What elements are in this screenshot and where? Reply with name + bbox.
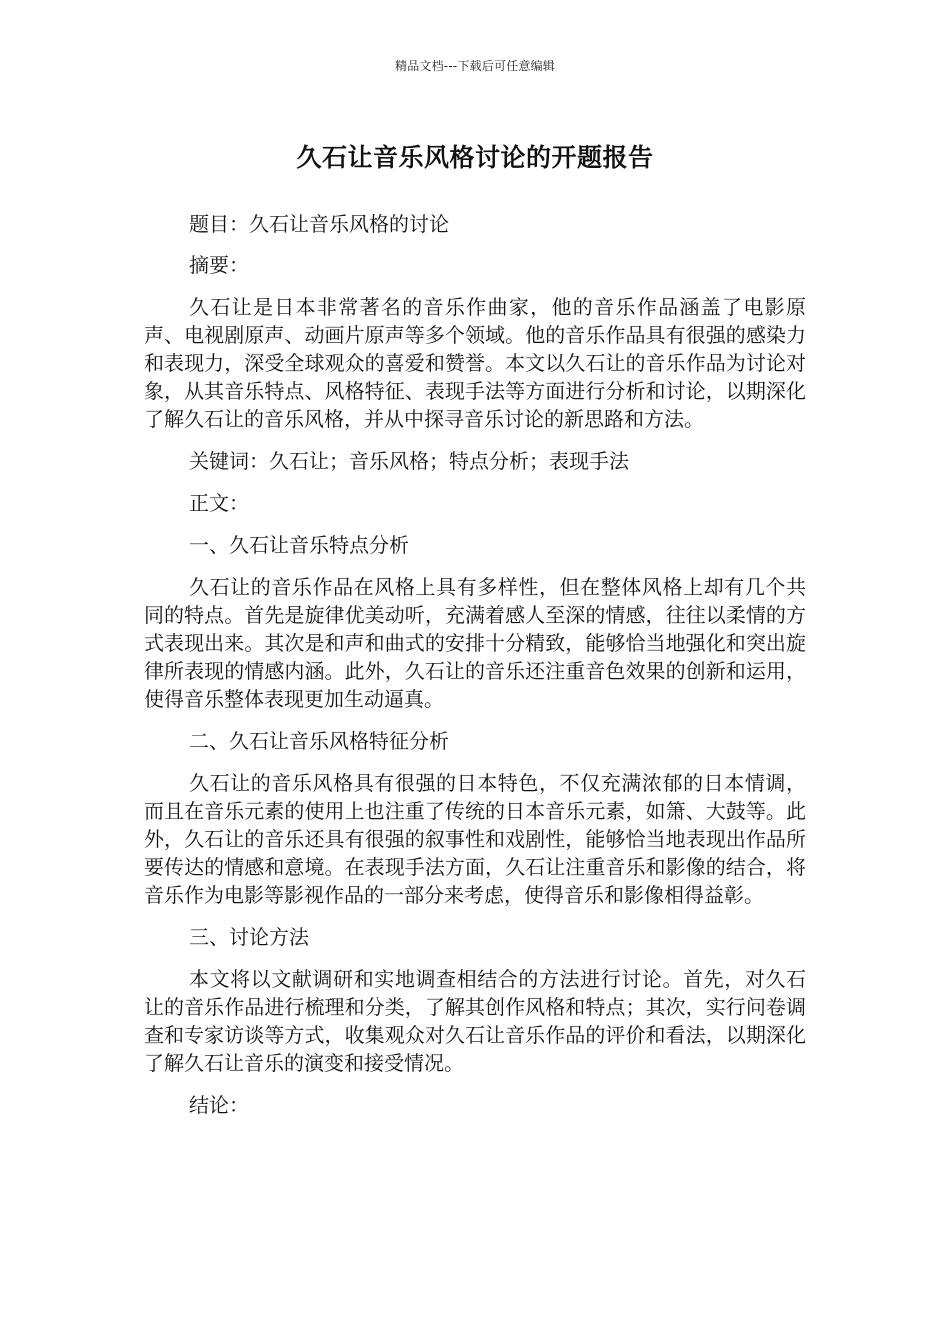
conclusion-label: 结论： xyxy=(189,1093,249,1117)
section-text: 本文将以文献调研和实地调查相结合的方法进行讨论。首先，对久石让的音乐作品进行梳理和分类，了解其创作风格和特点；其次，实行问卷调查和专家访谈等方式，收集观众对久石让音乐作品的评价和看法，以期深化了解久石让音乐的演变和接受情况。 xyxy=(144,967,806,1075)
body-label: 正文： xyxy=(189,491,249,515)
abstract-text: 久石让是日本非常著名的音乐作曲家，他的音乐作品涵盖了电影原声、电视剧原声、动画片原声等多个领域。他的音乐作品具有很强的感染力和表现力，深受全球观众的喜爱和赞誉。本文以久石让的音乐作品为讨论对象，从其音乐特点、风格特征、表现手法等方面进行分析和讨论，以期深化了解久石让的音乐风格，并从中探寻音乐讨论的新思路和方法。 xyxy=(144,295,806,431)
keywords-line: 关键词：久石让；音乐风格；特点分析；表现手法 xyxy=(189,449,629,473)
section-heading: 二、久石让音乐风格特征分析 xyxy=(189,729,449,753)
section-heading: 三、讨论方法 xyxy=(189,925,309,949)
document-body xyxy=(144,210,806,1133)
section-text: 久石让的音乐风格具有很强的日本特色，不仅充满浓郁的日本情调，而且在音乐元素的使用上也注重了传统的日本音乐元素，如箫、大鼓等。此外，久石让的音乐还具有很强的叙事性和戏剧性，能够恰当地表现出作品所要传达的情感和意境。在表现手法方面，久石让注重音乐和影像的结合，将音乐作为电影等影视作品的一部分来考虑，使得音乐和影像相得益彰。 xyxy=(144,771,806,907)
header-note: 精品文档---下载后可任意编辑 xyxy=(395,59,555,73)
abstract-label: 摘要： xyxy=(189,253,249,277)
subject-line: 题目：久石让音乐风格的讨论 xyxy=(189,212,449,236)
document-title: 久石让音乐风格讨论的开题报告 xyxy=(296,143,654,172)
section-heading: 一、久石让音乐特点分析 xyxy=(189,533,409,557)
section-text: 久石让的音乐作品在风格上具有多样性，但在整体风格上却有几个共同的特点。首先是旋律优美动听，充满着感人至深的情感，往往以柔情的方式表现出来。其次是和声和曲式的安排十分精致，能够恰当地强化和突出旋律所表现的情感内涵。此外，久石让的音乐还注重音色效果的创新和运用，使得音乐整体表现更加生动逼真。 xyxy=(144,575,806,711)
